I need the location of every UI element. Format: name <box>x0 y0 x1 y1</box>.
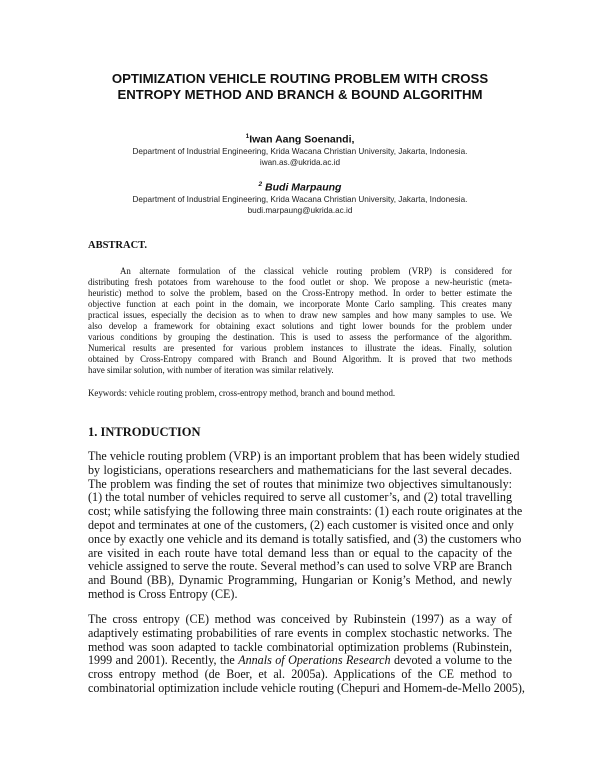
author-block-1 <box>0 133 600 168</box>
text-line: are visited in each route have total demand less than or equal to the capacity of the <box>88 545 512 560</box>
paper-title <box>0 71 600 103</box>
text-line: various conditions by grouping the destination. This is used to assess the performance of the algorithm. <box>88 332 512 342</box>
journal-name: Annals of Operations Research <box>238 653 391 668</box>
text-line: obtained by Cross-Entropy compared with Branch and Bound Algorithm. It is proved that two methods <box>88 354 512 364</box>
abstract-heading: ABSTRACT. <box>88 240 148 251</box>
text-line: distributing fresh potatoes from warehouse to the food outlet or shop. We propose a new-heuristic (meta- <box>88 277 512 287</box>
text-line: have similar solution, with number of iteration was similar relatively. <box>88 365 334 375</box>
text-fragment: devoted a volume to the <box>390 653 512 668</box>
text-line: objective function at each point in the domain, we incorporate Monte Carlo sampling. This creates many <box>88 299 512 309</box>
text-line: method was soon adapted to tackle combinatorial optimization problems (Rubinstein, <box>88 639 512 654</box>
text-line: by logisticians, operations researchers and mathematicians for the last several decades. <box>88 462 512 477</box>
author-name-text: Budi Marpaung <box>262 181 342 194</box>
text-line: The cross entropy (CE) method was conceived by Rubinstein (1997) as a way of <box>88 612 512 626</box>
introduction-heading: 1. INTRODUCTION <box>88 425 201 439</box>
introduction-paragraph-2 <box>88 612 525 696</box>
text-line: practical issues, especially the decision as to when to draw new samples and how many samples to use. We <box>88 310 512 320</box>
author-sup: 1 <box>245 133 250 140</box>
text-line: The vehicle routing problem (VRP) is an important problem that has been widely studied <box>88 449 520 463</box>
author-affiliation: Department of Industrial Engineering, Krida Wacana Christian University, Jakarta, Indonesia. <box>132 146 468 156</box>
text-line: vehicle assigned to serve the route. Several method’s can used to solve VRP are Branch <box>88 559 512 574</box>
text-line: also develop a framework for obtaining exact solutions and tight lower bounds for the problem under <box>88 321 512 331</box>
author-affiliation: Department of Industrial Engineering, Krida Wacana Christian University, Jakarta, Indonesia. <box>132 194 468 204</box>
author-name <box>0 181 600 194</box>
author-name <box>0 133 600 146</box>
title-line: OPTIMIZATION VEHICLE ROUTING PROBLEM WITH CROSS <box>111 71 489 86</box>
text-line: Numerical results are presented for various problem instances to illustrate the ideas. Finally, solution <box>88 343 512 353</box>
author-name-text: Iwan Aang Soenandi, <box>249 133 355 146</box>
abstract-body <box>88 266 512 376</box>
text-line: heuristic) method to solve the problem, based on the Cross-Entropy method. In order to better estimate the <box>88 288 512 298</box>
text-line: adaptively estimating probabilities of rare events in complex stochastic networks. The <box>88 625 512 640</box>
keywords <box>88 388 512 399</box>
text-line: method is Cross Entropy (CE). <box>88 586 238 601</box>
text-line: combinatorial optimization include vehicle routing (Chepuri and Homem-de-Mello 2005), <box>88 680 525 695</box>
text-line: and Bound (BB), Dynamic Programming, Hungarian or Konig’s Method, and newly <box>88 573 512 588</box>
text-line: depot and terminates at one of the customers, (2) each customer is visited once and only <box>88 517 514 532</box>
keywords-text: Keywords: vehicle routing problem, cross-entropy method, branch and bound method. <box>88 388 396 398</box>
text-fragment: 1999 and 2001). Recently, the <box>88 653 239 668</box>
text-line: cross entropy method (de Boer, et al. 2005a). Applications of the CE method to <box>88 667 512 682</box>
text-line: once by exactly one vehicle and its demand is totally satisfied, and (3) the customers who <box>88 531 522 546</box>
author-sup: 2 <box>258 181 263 188</box>
author-email: budi.marpaung@ukrida.ac.id <box>247 205 353 215</box>
text-line: The problem was finding the set of routes that minimize two objectives simultanously: <box>88 476 512 491</box>
text-line <box>88 654 512 668</box>
author-email: iwan.as.@ukrida.ac.id <box>259 157 341 167</box>
title-line: ENTROPY METHOD AND BRANCH & BOUND ALGORITHM <box>117 87 483 102</box>
text-line: An alternate formulation of the classical vehicle routing problem (VRP) is considered for <box>120 266 512 276</box>
author-block-2 <box>0 181 600 216</box>
text-line: (1) the total number of vehicles required to serve all customer’s, and (2) total travelling <box>88 490 512 505</box>
introduction-paragraph-1 <box>88 449 523 602</box>
text-line: cost; while satisfying the following three main constraints: (1) each route originates at the <box>88 504 523 519</box>
